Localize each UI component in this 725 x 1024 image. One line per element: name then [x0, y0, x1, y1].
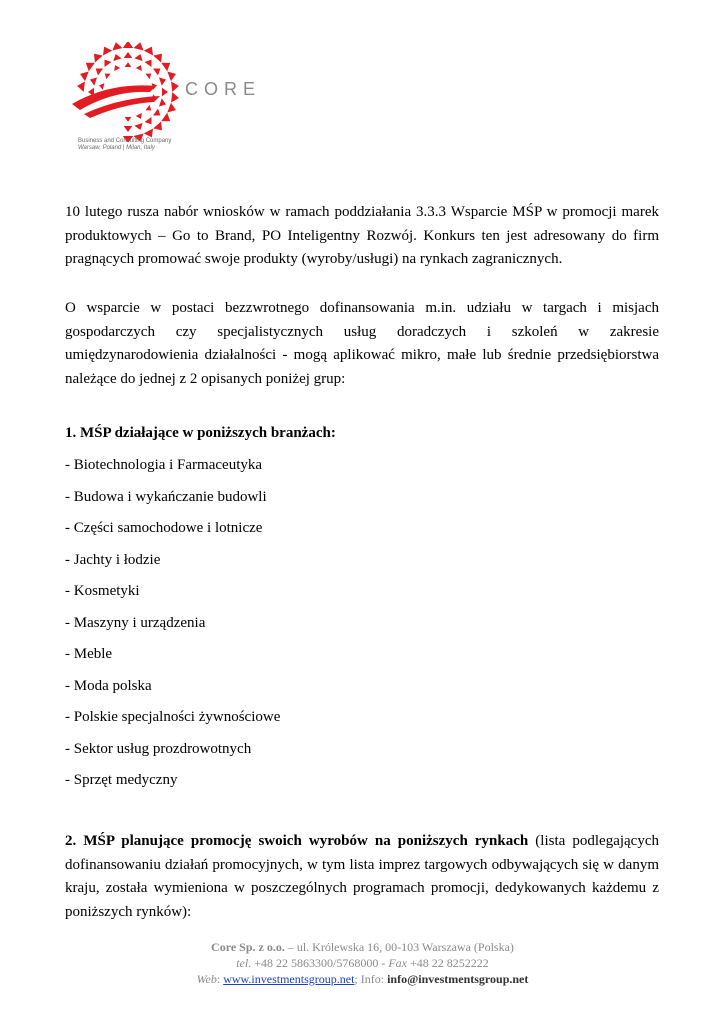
- logo-triangle: [144, 129, 153, 138]
- list-item: - Biotechnologia i Farmaceutyka: [65, 457, 263, 473]
- logo-subtitle-line1: Business and Consulting Company: [78, 138, 172, 144]
- section2-text: (lista podlegających dofinansowaniu działań promocyjnych, w tym lista imprez targowych odbywających się w danym kraju, została wymieniona w poszczególnych programach promocji, dedykowanych każdemu z poniższych rynków):: [65, 833, 660, 920]
- section2-paragraph: [65, 830, 659, 924]
- list-item: - Części samochodowe i lotnicze: [65, 520, 263, 536]
- footer-info-email: info@investmentsgroup.net: [387, 972, 529, 986]
- logo-wordmark: CORE: [185, 79, 262, 99]
- logo-subtitle: [78, 138, 171, 152]
- logo-triangle: [99, 83, 104, 90]
- section2-heading: 2. MŚP planujące promocję swoich wyrobów na poniższych rynkach: [65, 833, 529, 849]
- intro-paragraph: 10 lutego rusza nabór wniosków w ramach poddziałania 3.3.3 Wsparcie MŚP w promocji marek produktowych – Go to Brand, PO Inteligentny Rozwój. Konkurs ten jest adresowany do firm pragnących promować swoje produkty (wyroby/usługi) na rynkach zagranicznych.: [65, 204, 659, 267]
- logo-triangle: [125, 62, 132, 67]
- logo-triangle: [136, 113, 142, 119]
- logo-triangle: [171, 82, 179, 92]
- logo-triangle: [161, 63, 170, 72]
- logo-triangle: [153, 121, 162, 130]
- logo-triangle: [124, 52, 133, 58]
- support-paragraph: O wsparcie w postaci bezzwrotnego dofinansowania m.in. udziału w targach i misjach gospodarczych czy specjalistycznych usług doradczych i szkoleń w zakresie umiędzynarodowienia działalności - mogą aplikować mikro, małe lub średnie przedsiębiorstwa należące do jednej z 2 opisanych poniżej grup:: [65, 300, 659, 387]
- footer-address: – ul. Królewska 16, 00-103 Warszawa (Polska): [284, 940, 514, 954]
- logo-triangle: [125, 117, 132, 122]
- logo-triangle: [123, 42, 133, 48]
- footer-web-label: Web: [196, 972, 217, 986]
- logo-triangle: [77, 82, 85, 92]
- list-item: - Sektor usług prozdrowotnych: [65, 740, 252, 757]
- logo-triangle: [153, 68, 160, 75]
- footer-web-link[interactable]: www.investmentsgroup.net: [223, 972, 355, 986]
- logo-triangle: [167, 72, 176, 82]
- logo-triangle: [171, 92, 179, 102]
- logo-triangle: [134, 123, 142, 130]
- footer-info-label: ; Info:: [354, 972, 388, 986]
- logo-triangle: [153, 109, 160, 116]
- footer-fax: +48 22 8252222: [406, 956, 489, 970]
- logo-triangle: [153, 54, 162, 63]
- list-item: - Jachty i łodzie: [65, 551, 161, 568]
- logo-triangle: [114, 65, 120, 71]
- logo-triangle: [80, 72, 89, 82]
- footer-web-sep: :: [216, 972, 224, 986]
- logo-triangle: [90, 77, 97, 85]
- footer-tel: +48 22 5863300/5768000 -: [251, 956, 389, 970]
- logo-triangle: [96, 68, 103, 75]
- logo-triangle: [145, 117, 152, 124]
- logo-triangle: [145, 105, 151, 111]
- logo-triangle: [105, 73, 111, 79]
- footer-fax-label: Fax: [388, 956, 407, 970]
- list-item: - Budowa i wykańczanie budowli: [65, 488, 267, 505]
- logo-triangle: [103, 47, 112, 56]
- logo-triangle: [112, 42, 122, 50]
- logo-triangle: [159, 77, 166, 85]
- list-item: - Meble: [65, 646, 113, 662]
- logo-triangle: [159, 98, 166, 106]
- footer-address-line: [0, 939, 725, 955]
- footer-web-line: [0, 971, 725, 987]
- core-sunburst-logo-icon: [70, 42, 185, 142]
- list-item: - Sprzęt medyczny: [65, 772, 178, 788]
- footer-tel-label: tel.: [236, 956, 252, 970]
- list-item: - Moda polska: [65, 677, 152, 694]
- list-item: - Polskie specjalności żywnościowe: [65, 709, 281, 725]
- list-item: - Maszyny i urządzenia: [65, 614, 206, 631]
- logo-triangle: [104, 60, 111, 67]
- footer-phone-line: [0, 955, 725, 971]
- logo-triangle: [167, 103, 176, 113]
- logo-triangle: [144, 47, 153, 56]
- footer-company: Core Sp. z o.o.: [211, 940, 285, 954]
- section1-heading: 1. MŚP działające w poniższych branżach:: [65, 425, 336, 441]
- logo-triangle: [145, 60, 152, 67]
- logo-triangle: [136, 65, 142, 71]
- logo-triangle: [86, 63, 95, 72]
- page-footer: [0, 939, 725, 987]
- list-item: - Kosmetyki: [65, 583, 140, 599]
- logo-triangle: [134, 54, 142, 61]
- logo-triangle: [161, 113, 170, 122]
- logo-subtitle-line2: Warsaw, Poland | Milan, Italy: [78, 145, 155, 151]
- logo-triangle: [133, 42, 143, 50]
- logo-triangle: [162, 88, 168, 97]
- logo-triangle: [94, 54, 103, 63]
- logo-triangle: [145, 73, 151, 79]
- logo-triangle: [113, 54, 121, 61]
- logo-triangle: [124, 126, 133, 132]
